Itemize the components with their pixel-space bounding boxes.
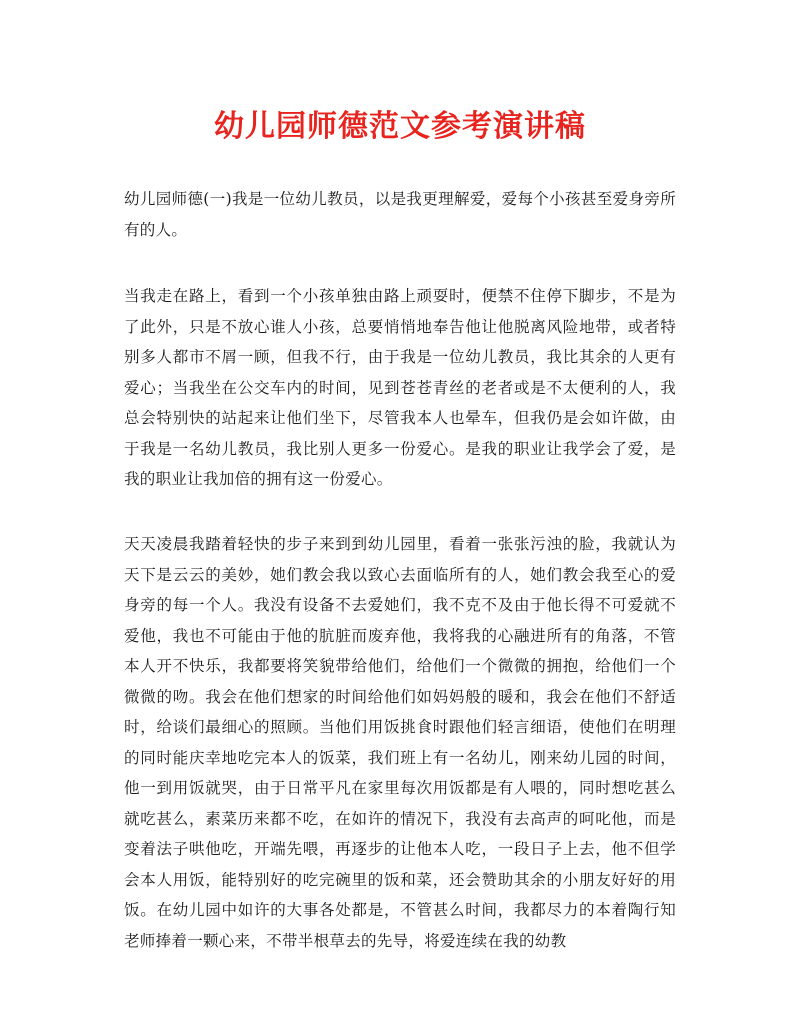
paragraph-3: 天天凌晨我踏着轻快的步子来到到幼儿园里，看着一张张污浊的脸，我就认为天下是云云的美妙，她们教会我以致心去面临所有的人，她们教会我至心的爱身旁的每一个人。我没有设备不去爱她们，我不克不及由于他长得不可爱就不爱他，我也不可能由于他的肮脏而废弃他，我将我的心融进所有的角落，不管本人开不快乐，我都要将笑貌带给他们，给他们一个微微的拥抱，给他们一个微微的吻。我会在他们想家的时间给他们如妈妈般的暖和，我会在他们不舒适时，给谈们最细心的照顾。当他们用饭挑食时跟他们轻言细语，使他们在明理的同时能庆幸地吃完本人的饭菜，我们班上有一名幼儿，刚来幼儿园的时间，他一到用饭就哭，由于日常平凡在家里每次用饭都是有人喂的，同时想吃甚么就吃甚么，素菜历来都不吃，在如许的情况下，我没有去高声的呵叱他，而是变着法子哄他吃，开端先喂，再逐步的让他本人吃，一段日子上去，他不但学会本人用饭，能特别好的吃完碗里的饭和菜，还会赞助其余的小朋友好好的用饭。在幼儿园中如许的大事各处都是，不管甚么时间，我都尽力的本着陶行知老师捧着一颗心来，不带半根草去的先导，将爱连续在我的幼教	[124, 535, 676, 950]
paragraph-1: 幼儿园师德(一)我是一位幼儿教员，以是我更理解爱，爱每个小孩甚至爱身旁所有的人。	[124, 190, 676, 239]
paragraph-2: 当我走在路上，看到一个小孩单独由路上顽耍时，便禁不住停下脚步，不是为了此外，只是不放心谁人小孩，总要悄悄地奉告他让他脱离风险地带，或者特别多人都市不屑一顾，但我不行，由于我是一位幼儿教员，我比其余的人更有爱心；当我坐在公交车内的时间，见到苍苍青丝的老者或是不太便利的人，我总会特别快的站起来让他们坐下，尽管我本人也晕车，但我仍是会如许做，由于我是一名幼儿教员，我比别人更多一份爱心。是我的职业让我学会了爱，是我的职业让我加倍的拥有这一份爱心。	[124, 287, 676, 488]
document-title: 幼儿园师德范文参考演讲稿	[214, 109, 586, 144]
